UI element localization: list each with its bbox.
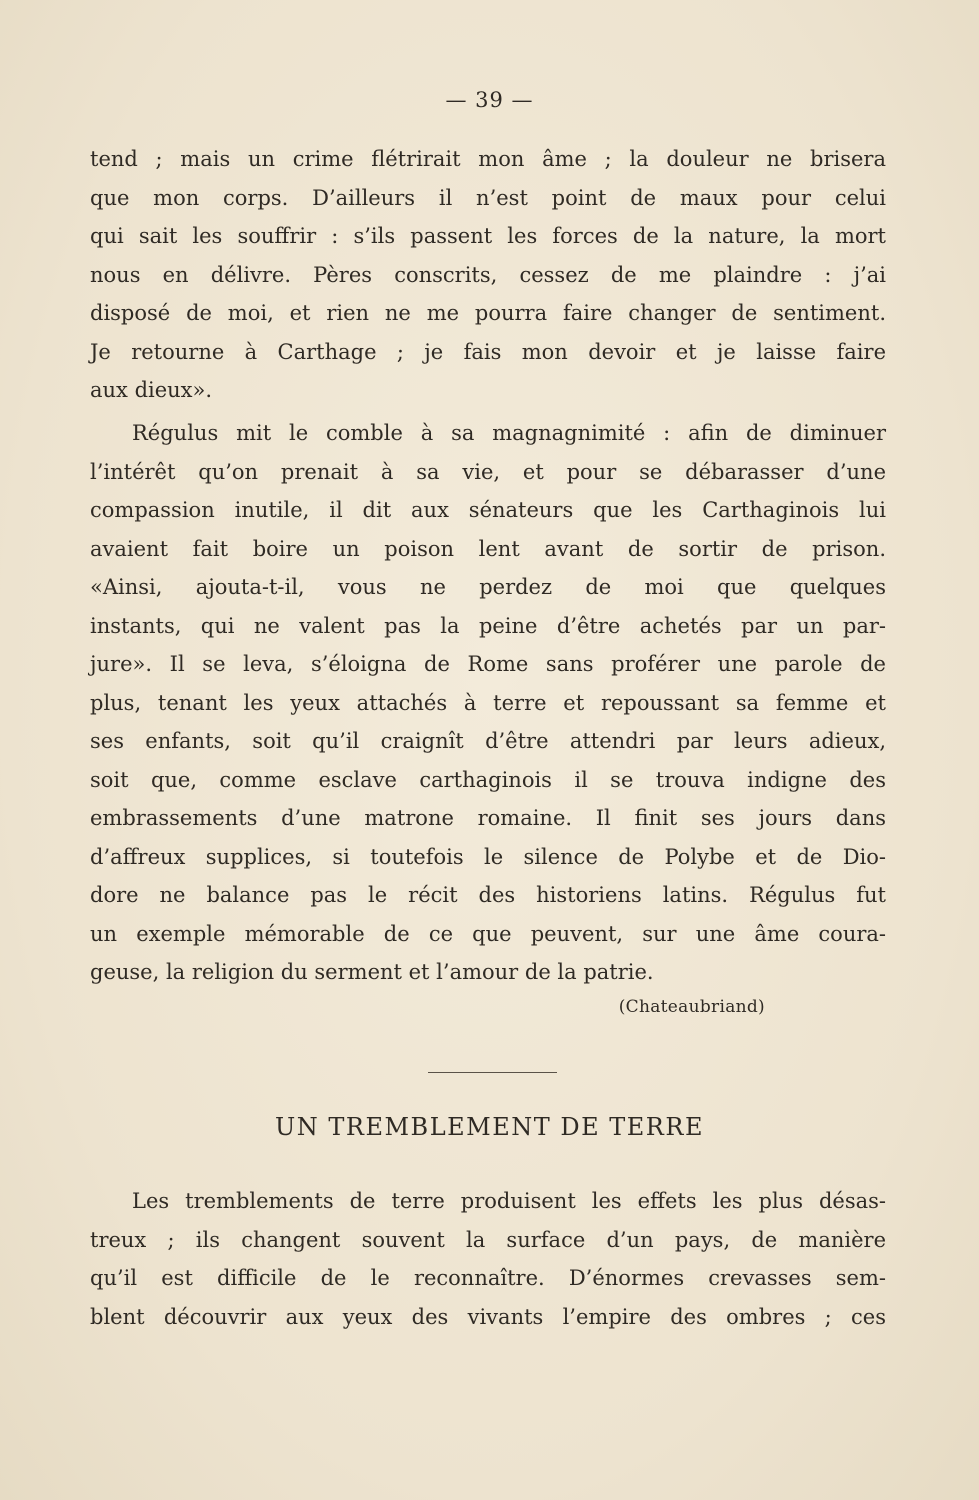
text-line: disposé de moi, et rien ne me pourra faire changer de sentiment.	[90, 301, 886, 325]
text-line: qui sait les souffrir : s’ils passent les forces de la nature, la mort	[90, 224, 886, 248]
text-line: que mon corps. D’ailleurs il n’est point de maux pour celui	[90, 185, 886, 210]
text-line: aux dieux».	[90, 378, 213, 402]
text-line: Les tremblements de terre produisent les effets les plus désas-	[132, 1189, 886, 1213]
text-line: Je retourne à Carthage ; je fais mon devoir et je laisse faire	[90, 339, 886, 364]
text-line: compassion inutile, il dit aux sénateurs que les Carthaginois lui	[90, 498, 886, 522]
paragraph-2	[90, 414, 886, 992]
text-line: jure». Il se leva, s’éloigna de Rome sans proférer une parole de	[90, 652, 886, 676]
paragraph-1	[90, 140, 886, 410]
paragraph-3	[90, 1182, 886, 1336]
text-line: soit que, comme esclave carthaginois il se trouva indigne des	[90, 767, 886, 792]
text-line: plus, tenant les yeux attachés à terre et repoussant sa femme et	[90, 690, 886, 715]
text-line: Régulus mit le comble à sa magnagnimité : afin de diminuer	[132, 421, 886, 445]
text-line: «Ainsi, ajouta-t-il, vous ne perdez de moi que quelques	[90, 575, 886, 599]
section-title: UN TREMBLEMENT DE TERRE	[275, 1113, 704, 1141]
section-divider	[428, 1072, 557, 1073]
text-line: geuse, la religion du serment et l’amour de la patrie.	[90, 960, 654, 984]
text-line: ses enfants, soit qu’il craignît d’être attendri par leurs adieux,	[90, 729, 886, 753]
text-line: nous en délivre. Pères conscrits, cessez de me plaindre : j’ai	[90, 262, 886, 287]
text-line: un exemple mémorable de ce que peuvent, sur une âme coura-	[90, 921, 886, 946]
text-line: avaient fait boire un poison lent avant de sortir de prison.	[90, 536, 886, 561]
page-number: — 39 —	[445, 88, 534, 112]
text-line: blent découvrir aux yeux des vivants l’empire des ombres ; ces	[90, 1304, 886, 1329]
text-line: instants, qui ne valent pas la peine d’être achetés par un par-	[90, 613, 886, 638]
text-line: treux ; ils changent souvent la surface d’un pays, de manière	[90, 1227, 886, 1252]
author-attribution: (Chateaubriand)	[618, 997, 765, 1017]
text-line: dore ne balance pas le récit des historiens latins. Régulus fut	[90, 883, 886, 907]
text-line: l’intérêt qu’on prenait à sa vie, et pour se débarasser d’une	[90, 459, 886, 484]
text-line: tend ; mais un crime flétrirait mon âme ; la douleur ne brisera	[90, 147, 886, 171]
text-line: embrassements d’une matrone romaine. Il finit ses jours dans	[90, 806, 886, 830]
text-line: d’affreux supplices, si toutefois le silence de Polybe et de Dio-	[90, 844, 886, 869]
text-line: qu’il est difficile de le reconnaître. D’énormes crevasses sem-	[90, 1266, 886, 1290]
